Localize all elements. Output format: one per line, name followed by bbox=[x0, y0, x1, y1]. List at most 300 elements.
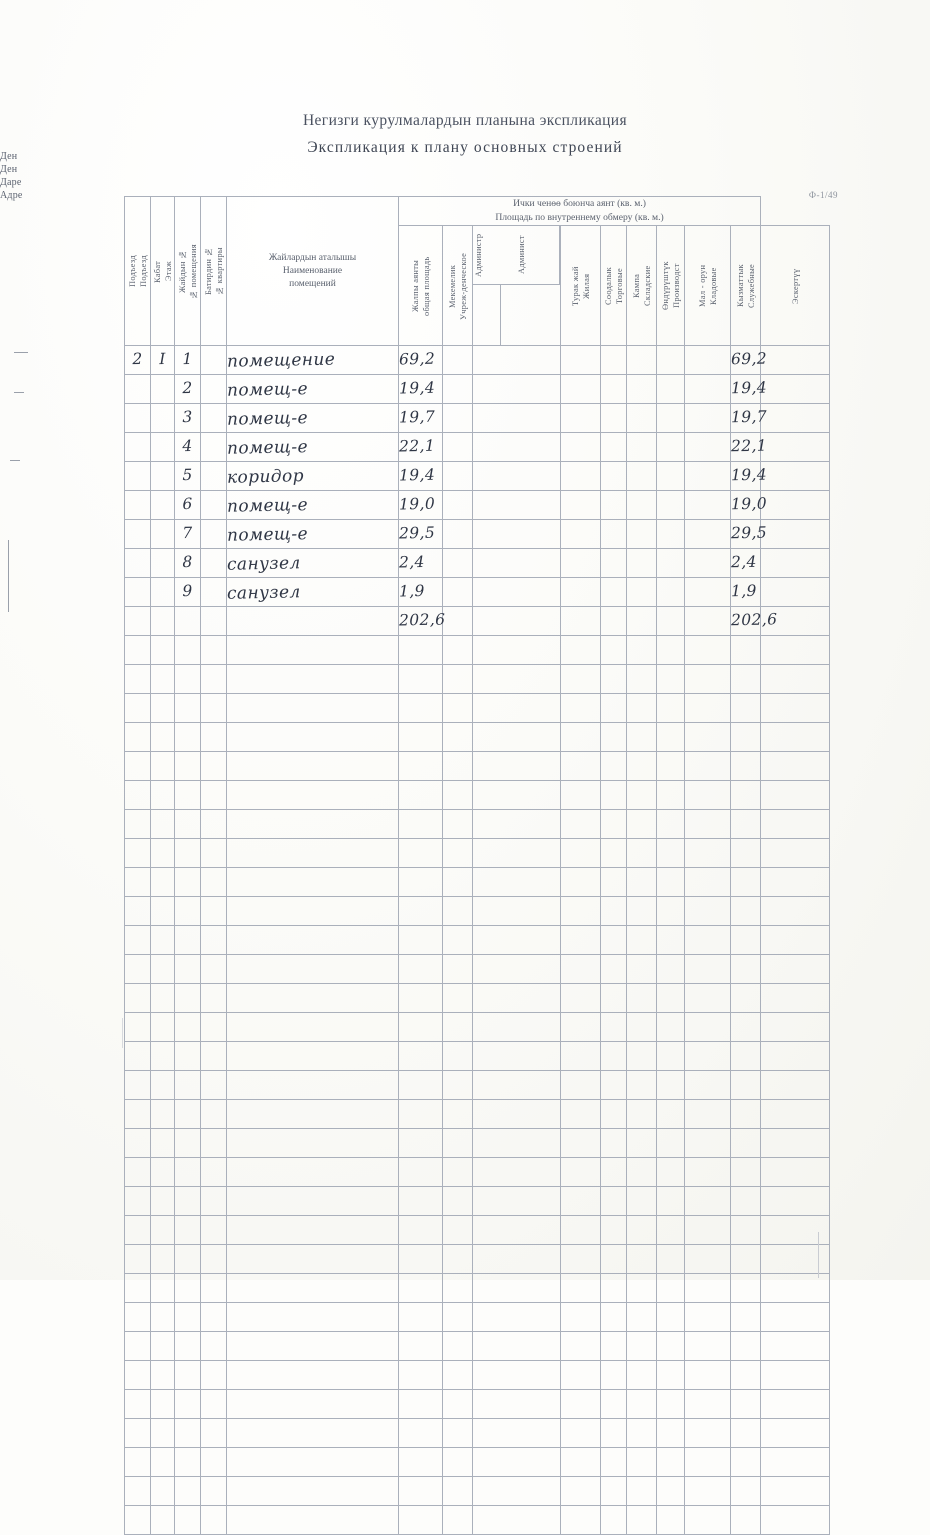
cell-entrance-empty bbox=[125, 1071, 151, 1100]
cell-residential-empty bbox=[731, 1361, 761, 1390]
cell-flat-no-empty bbox=[201, 1100, 227, 1129]
cell-storage-empty bbox=[627, 1303, 657, 1332]
cell-notes-empty bbox=[761, 1129, 830, 1158]
cell-notes-empty bbox=[761, 1071, 830, 1100]
cell-flat-no bbox=[201, 549, 227, 578]
table-row-empty bbox=[125, 1158, 830, 1187]
cell-entrance-empty bbox=[125, 781, 151, 810]
handwritten-value: 6 bbox=[182, 495, 193, 514]
handwritten-value: 19,7 bbox=[398, 407, 436, 427]
table-row-empty bbox=[125, 1216, 830, 1245]
cell-floor-empty bbox=[151, 984, 175, 1013]
cell-living-empty bbox=[443, 1390, 473, 1419]
cell-storage-empty bbox=[627, 1100, 657, 1129]
cell-total-area bbox=[399, 462, 443, 491]
cell-floor bbox=[151, 346, 175, 375]
cell-admin-empty bbox=[473, 810, 561, 839]
cell-living bbox=[443, 549, 473, 578]
cell-hall-empty bbox=[561, 868, 601, 897]
cell-entrance-empty bbox=[125, 897, 151, 926]
cell-trade-empty bbox=[601, 1042, 627, 1071]
cell-living-empty bbox=[443, 1506, 473, 1535]
cell-room-no-empty bbox=[175, 1100, 201, 1129]
cell-flat-no-empty bbox=[201, 1506, 227, 1535]
cell-storage-empty bbox=[627, 1332, 657, 1361]
cell-other-empty bbox=[685, 1013, 731, 1042]
col-header-flat-no: Батирдин № № квартиры bbox=[201, 197, 227, 346]
cell-entrance-empty bbox=[125, 1303, 151, 1332]
cell-trade-empty bbox=[601, 1216, 627, 1245]
cell-industrial bbox=[657, 578, 685, 607]
col-header-industrial: Өндүрүштүк Производст bbox=[657, 226, 685, 346]
cell-residential-empty bbox=[731, 868, 761, 897]
cell-total-area-empty bbox=[399, 1100, 443, 1129]
cell-living bbox=[443, 462, 473, 491]
cell-residential-empty bbox=[731, 636, 761, 665]
table-row-empty bbox=[125, 694, 830, 723]
cell-name-empty bbox=[227, 665, 399, 694]
cell-total-area-empty bbox=[399, 781, 443, 810]
cell-entrance-empty bbox=[125, 1390, 151, 1419]
cell-notes-empty bbox=[761, 810, 830, 839]
cell-industrial-empty bbox=[657, 955, 685, 984]
table-row-empty bbox=[125, 1129, 830, 1158]
cell-residential-empty bbox=[731, 781, 761, 810]
col-header-notes: Эскертүү bbox=[761, 226, 830, 346]
handwritten-value: 202,6 bbox=[730, 610, 778, 630]
col-header-storage: Кампа Складские bbox=[627, 226, 657, 346]
cell-flat-no-empty bbox=[201, 984, 227, 1013]
cell-residential-empty bbox=[731, 810, 761, 839]
cell-notes bbox=[761, 462, 830, 491]
cell-industrial bbox=[657, 607, 685, 636]
cell-residential-empty bbox=[731, 1042, 761, 1071]
cell-name-empty bbox=[227, 839, 399, 868]
cell-hall-empty bbox=[561, 781, 601, 810]
cell-other-empty bbox=[685, 1245, 731, 1274]
cell-name-empty bbox=[227, 1390, 399, 1419]
cell-storage-empty bbox=[627, 810, 657, 839]
cell-living-empty bbox=[443, 1129, 473, 1158]
cell-trade bbox=[601, 346, 627, 375]
cell-name-empty bbox=[227, 1506, 399, 1535]
cell-living bbox=[443, 520, 473, 549]
cell-admin-empty bbox=[473, 1390, 561, 1419]
cell-total-area bbox=[399, 404, 443, 433]
cell-room-no bbox=[175, 520, 201, 549]
cell-admin-empty bbox=[473, 1100, 561, 1129]
document-title-block bbox=[0, 112, 930, 157]
cell-entrance bbox=[125, 549, 151, 578]
cell-flat-no-empty bbox=[201, 781, 227, 810]
cell-floor bbox=[151, 462, 175, 491]
cell-total-area-empty bbox=[399, 1477, 443, 1506]
cell-flat-no-empty bbox=[201, 694, 227, 723]
cell-other bbox=[685, 346, 731, 375]
table-row-empty bbox=[125, 955, 830, 984]
cell-trade-empty bbox=[601, 1274, 627, 1303]
cell-storage-empty bbox=[627, 723, 657, 752]
cell-industrial-empty bbox=[657, 1448, 685, 1477]
cell-entrance-empty bbox=[125, 1361, 151, 1390]
cell-industrial-empty bbox=[657, 1274, 685, 1303]
cell-room-no bbox=[175, 549, 201, 578]
col-header-area-group: Ички ченөө боюнча аянт (кв. м.) Площадь по внутреннему обмеру (кв. м.) bbox=[399, 197, 761, 226]
cell-entrance-empty bbox=[125, 752, 151, 781]
cell-notes-empty bbox=[761, 955, 830, 984]
cell-notes-empty bbox=[761, 781, 830, 810]
cell-total-area-empty bbox=[399, 1245, 443, 1274]
cell-entrance-empty bbox=[125, 1506, 151, 1535]
explication-table bbox=[124, 196, 830, 1535]
cell-residential bbox=[730, 520, 768, 549]
cell-entrance-empty bbox=[125, 810, 151, 839]
cell-total-area-empty bbox=[399, 868, 443, 897]
cell-admin-empty bbox=[473, 984, 561, 1013]
cell-storage-empty bbox=[627, 752, 657, 781]
cell-room-no-empty bbox=[175, 1042, 201, 1071]
cell-entrance-empty bbox=[125, 1419, 151, 1448]
handwritten-value: 8 bbox=[182, 553, 193, 572]
cell-flat-no-empty bbox=[201, 955, 227, 984]
cell-name-empty bbox=[227, 694, 399, 723]
cell-storage-empty bbox=[627, 1477, 657, 1506]
cell-living bbox=[443, 346, 473, 375]
cell-floor-empty bbox=[151, 926, 175, 955]
table-row-empty bbox=[125, 926, 830, 955]
col-header-hall: Турак жай Жилая bbox=[561, 226, 601, 346]
cell-hall-empty bbox=[561, 1448, 601, 1477]
handwritten-value: 4 bbox=[182, 437, 193, 456]
cell-room-no-empty bbox=[175, 1506, 201, 1535]
cell-trade-empty bbox=[601, 1187, 627, 1216]
cell-storage-empty bbox=[627, 1361, 657, 1390]
cell-entrance-empty bbox=[125, 723, 151, 752]
cell-floor-empty bbox=[151, 665, 175, 694]
cell-other-empty bbox=[685, 1100, 731, 1129]
handwritten-value: 5 bbox=[182, 466, 193, 485]
cell-admin-empty bbox=[473, 1274, 561, 1303]
cell-entrance-empty bbox=[125, 1042, 151, 1071]
cell-flat-no-empty bbox=[201, 1274, 227, 1303]
cell-notes-empty bbox=[761, 1187, 830, 1216]
table-row-empty bbox=[125, 1332, 830, 1361]
table-row-empty bbox=[125, 1419, 830, 1448]
cell-name-empty bbox=[227, 1013, 399, 1042]
cell-residential bbox=[730, 491, 768, 520]
cell-residential-empty bbox=[731, 1216, 761, 1245]
cell-other-empty bbox=[685, 752, 731, 781]
scan-artifact-line bbox=[818, 1232, 819, 1278]
cell-total-area-empty bbox=[399, 1448, 443, 1477]
cell-industrial bbox=[657, 549, 685, 578]
cell-name-empty bbox=[227, 1216, 399, 1245]
table-row-empty bbox=[125, 1477, 830, 1506]
cell-name-empty bbox=[227, 1477, 399, 1506]
cell-floor-empty bbox=[151, 1216, 175, 1245]
cell-storage bbox=[627, 520, 657, 549]
cell-entrance bbox=[125, 520, 151, 549]
cell-trade-empty bbox=[601, 1245, 627, 1274]
cell-flat-no-empty bbox=[201, 839, 227, 868]
cell-total-area-empty bbox=[399, 1071, 443, 1100]
cell-storage-empty bbox=[627, 897, 657, 926]
cell-floor bbox=[151, 578, 175, 607]
cell-entrance-empty bbox=[125, 1332, 151, 1361]
cell-hall-empty bbox=[561, 723, 601, 752]
table-row bbox=[125, 520, 830, 549]
cell-trade-empty bbox=[601, 984, 627, 1013]
cell-living bbox=[443, 607, 473, 636]
cell-trade-empty bbox=[601, 1129, 627, 1158]
handwritten-value: санузел bbox=[226, 552, 301, 575]
cell-room-no-empty bbox=[175, 1390, 201, 1419]
cell-floor bbox=[151, 520, 175, 549]
cell-storage-empty bbox=[627, 1158, 657, 1187]
cell-other-empty bbox=[685, 781, 731, 810]
cell-living bbox=[443, 375, 473, 404]
table-row-empty bbox=[125, 1013, 830, 1042]
cell-notes bbox=[761, 578, 830, 607]
cell-residential bbox=[730, 462, 768, 491]
cell-entrance-empty bbox=[125, 1187, 151, 1216]
cell-entrance-empty bbox=[125, 926, 151, 955]
cell-trade-empty bbox=[601, 1013, 627, 1042]
cell-floor bbox=[151, 491, 175, 520]
cell-trade-empty bbox=[601, 1448, 627, 1477]
cell-name-empty bbox=[227, 781, 399, 810]
cell-notes-empty bbox=[761, 1216, 830, 1245]
cell-total-area bbox=[399, 491, 443, 520]
cell-flat-no bbox=[201, 462, 227, 491]
cell-other-empty bbox=[685, 1448, 731, 1477]
cell-living bbox=[443, 491, 473, 520]
cell-flat-no-empty bbox=[201, 1013, 227, 1042]
cell-other-empty bbox=[685, 1390, 731, 1419]
cell-industrial-empty bbox=[657, 694, 685, 723]
cell-industrial-empty bbox=[657, 984, 685, 1013]
cell-name bbox=[227, 404, 399, 433]
handwritten-value: 19,4 bbox=[398, 465, 436, 485]
cell-living-empty bbox=[443, 955, 473, 984]
cell-room-no-empty bbox=[175, 1013, 201, 1042]
cell-hall-empty bbox=[561, 1158, 601, 1187]
cell-flat-no-empty bbox=[201, 1361, 227, 1390]
cell-entrance-empty bbox=[125, 1100, 151, 1129]
cell-trade-empty bbox=[601, 1419, 627, 1448]
cell-floor-empty bbox=[151, 723, 175, 752]
cell-admin-empty bbox=[473, 1187, 561, 1216]
cell-industrial-empty bbox=[657, 926, 685, 955]
cell-notes-empty bbox=[761, 1332, 830, 1361]
cell-admin-empty bbox=[473, 1361, 561, 1390]
cell-notes-empty bbox=[761, 1477, 830, 1506]
cell-industrial-empty bbox=[657, 1129, 685, 1158]
cell-other-empty bbox=[685, 1303, 731, 1332]
cell-flat-no-empty bbox=[201, 1042, 227, 1071]
cell-room-no-empty bbox=[175, 781, 201, 810]
table-row bbox=[125, 433, 830, 462]
cell-residential bbox=[730, 375, 768, 404]
table-row bbox=[125, 549, 830, 578]
cell-industrial bbox=[657, 520, 685, 549]
cell-hall bbox=[561, 462, 601, 491]
cell-notes-empty bbox=[761, 1419, 830, 1448]
cell-notes bbox=[761, 549, 830, 578]
cell-residential-empty bbox=[731, 1158, 761, 1187]
handwritten-value: 19,7 bbox=[730, 407, 768, 427]
cell-trade-empty bbox=[601, 897, 627, 926]
cell-name-empty bbox=[227, 926, 399, 955]
cell-other-empty bbox=[685, 1361, 731, 1390]
cell-notes-empty bbox=[761, 1506, 830, 1535]
cell-total-area-empty bbox=[399, 1506, 443, 1535]
cell-other-empty bbox=[685, 1274, 731, 1303]
cell-notes-empty bbox=[761, 926, 830, 955]
cell-living-empty bbox=[443, 926, 473, 955]
cell-hall-empty bbox=[561, 1506, 601, 1535]
col-header-admin-blank-2 bbox=[501, 285, 561, 346]
cell-floor-empty bbox=[151, 1506, 175, 1535]
left-margin-line-2: Ден bbox=[0, 164, 18, 175]
cell-other bbox=[685, 549, 731, 578]
table-row-empty bbox=[125, 1390, 830, 1419]
cell-hall bbox=[561, 520, 601, 549]
cell-residential-empty bbox=[731, 1100, 761, 1129]
cell-hall-empty bbox=[561, 897, 601, 926]
cell-hall-empty bbox=[561, 665, 601, 694]
cell-hall-empty bbox=[561, 839, 601, 868]
cell-hall-empty bbox=[561, 1013, 601, 1042]
cell-residential-empty bbox=[731, 1129, 761, 1158]
cell-floor bbox=[151, 404, 175, 433]
cell-name-empty bbox=[227, 1448, 399, 1477]
cell-flat-no-empty bbox=[201, 1477, 227, 1506]
cell-living-empty bbox=[443, 752, 473, 781]
cell-total-area-empty bbox=[399, 1158, 443, 1187]
cell-industrial bbox=[657, 375, 685, 404]
cell-storage-empty bbox=[627, 984, 657, 1013]
cell-trade bbox=[601, 607, 627, 636]
cell-other-empty bbox=[685, 665, 731, 694]
cell-other-empty bbox=[685, 810, 731, 839]
cell-hall-empty bbox=[561, 1245, 601, 1274]
cell-room-no-empty bbox=[175, 955, 201, 984]
cell-admin-empty bbox=[473, 1129, 561, 1158]
cell-living-empty bbox=[443, 1216, 473, 1245]
cell-trade-empty bbox=[601, 752, 627, 781]
cell-hall-empty bbox=[561, 1071, 601, 1100]
table-row bbox=[125, 607, 830, 636]
cell-residential bbox=[730, 404, 768, 433]
handwritten-value: 19,4 bbox=[398, 378, 436, 398]
cell-industrial-empty bbox=[657, 636, 685, 665]
cell-floor-empty bbox=[151, 1274, 175, 1303]
cell-storage-empty bbox=[627, 1419, 657, 1448]
cell-room-no-empty bbox=[175, 868, 201, 897]
cell-name bbox=[227, 549, 399, 578]
cell-storage-empty bbox=[627, 1390, 657, 1419]
cell-admin-empty bbox=[473, 781, 561, 810]
cell-floor-empty bbox=[151, 1071, 175, 1100]
cell-flat-no-empty bbox=[201, 926, 227, 955]
handwritten-value: помещ-е bbox=[226, 407, 309, 430]
cell-floor-empty bbox=[151, 868, 175, 897]
table-row bbox=[125, 375, 830, 404]
cell-room-no bbox=[175, 346, 201, 375]
cell-total-area-empty bbox=[399, 694, 443, 723]
cell-total-area-empty bbox=[399, 1013, 443, 1042]
cell-trade bbox=[601, 491, 627, 520]
cell-trade bbox=[601, 578, 627, 607]
cell-flat-no-empty bbox=[201, 723, 227, 752]
cell-name bbox=[227, 578, 399, 607]
cell-hall-empty bbox=[561, 926, 601, 955]
cell-hall-empty bbox=[561, 1361, 601, 1390]
cell-hall bbox=[561, 491, 601, 520]
cell-name-empty bbox=[227, 1332, 399, 1361]
cell-admin-empty bbox=[473, 1013, 561, 1042]
cell-admin-empty bbox=[473, 1216, 561, 1245]
cell-notes bbox=[761, 346, 830, 375]
cell-total-area-empty bbox=[399, 1274, 443, 1303]
cell-storage-empty bbox=[627, 955, 657, 984]
cell-living-empty bbox=[443, 839, 473, 868]
cell-room-no-empty bbox=[175, 1477, 201, 1506]
cell-trade-empty bbox=[601, 723, 627, 752]
cell-notes-empty bbox=[761, 839, 830, 868]
cell-entrance bbox=[125, 491, 151, 520]
cell-other-empty bbox=[685, 955, 731, 984]
cell-storage-empty bbox=[627, 1042, 657, 1071]
cell-entrance-empty bbox=[125, 955, 151, 984]
cell-admin-empty bbox=[473, 1158, 561, 1187]
cell-room-no-empty bbox=[175, 1158, 201, 1187]
cell-entrance bbox=[125, 404, 151, 433]
cell-hall-empty bbox=[561, 955, 601, 984]
cell-admin-empty bbox=[473, 1303, 561, 1332]
handwritten-value: 2,4 bbox=[398, 553, 426, 572]
cell-flat-no bbox=[201, 491, 227, 520]
cell-admin bbox=[473, 462, 561, 491]
cell-other-empty bbox=[685, 1158, 731, 1187]
col-header-other: Мал - орун Кладовые bbox=[685, 226, 731, 346]
cell-industrial-empty bbox=[657, 1361, 685, 1390]
cell-trade-empty bbox=[601, 694, 627, 723]
title-kyrgyz: Негизги курулмалардын планына экспликация bbox=[302, 112, 628, 129]
cell-total-area-empty bbox=[399, 839, 443, 868]
cell-room-no-empty bbox=[175, 1303, 201, 1332]
cell-admin-empty bbox=[473, 926, 561, 955]
cell-name-empty bbox=[227, 1274, 399, 1303]
cell-living-empty bbox=[443, 868, 473, 897]
cell-name bbox=[227, 346, 399, 375]
cell-name-empty bbox=[227, 1042, 399, 1071]
cell-total-area-empty bbox=[399, 1419, 443, 1448]
cell-total-area-empty bbox=[399, 1332, 443, 1361]
cell-residential-empty bbox=[731, 1013, 761, 1042]
cell-other-empty bbox=[685, 868, 731, 897]
cell-hall bbox=[561, 433, 601, 462]
cell-living-empty bbox=[443, 1477, 473, 1506]
cell-residential-empty bbox=[731, 1332, 761, 1361]
cell-flat-no bbox=[201, 404, 227, 433]
cell-hall-empty bbox=[561, 984, 601, 1013]
cell-floor bbox=[151, 549, 175, 578]
cell-flat-no-empty bbox=[201, 868, 227, 897]
cell-storage bbox=[627, 607, 657, 636]
cell-room-no-empty bbox=[175, 723, 201, 752]
